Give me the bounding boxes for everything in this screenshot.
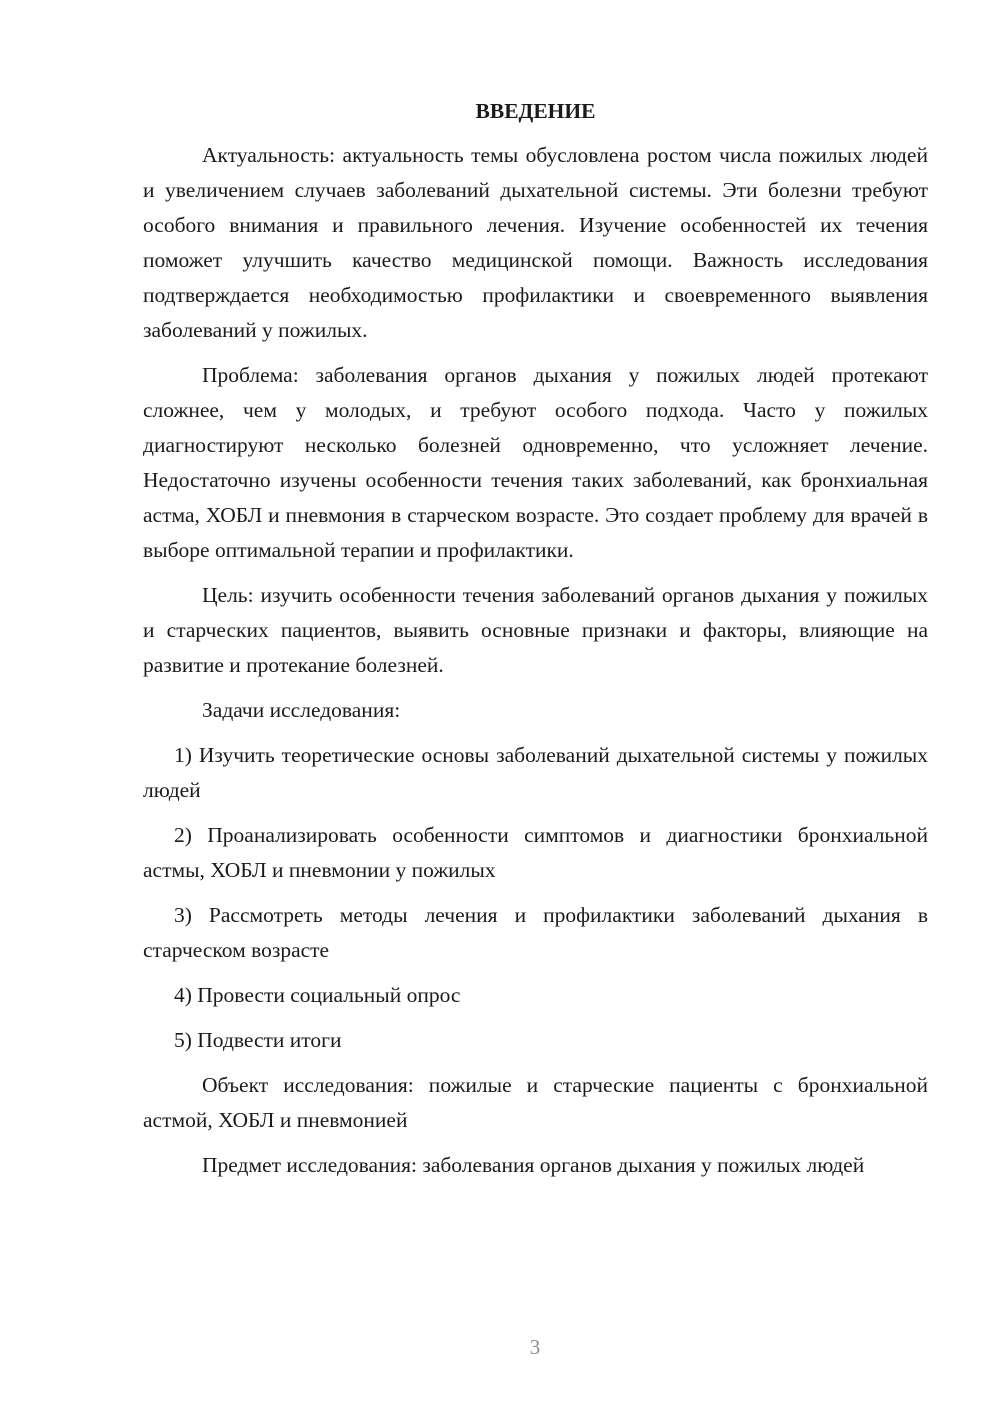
task-item-4: 4) Провести социальный опрос [174, 983, 461, 1007]
document-page [143, 96, 928, 1193]
task-item-2: 2) Проанализировать особенности симптомов и диагностики бронхиальной астмы, ХОБЛ и пневмонии у пожилых [143, 823, 928, 882]
tasks-heading: Задачи исследования: [202, 698, 401, 722]
task-item-5: 5) Подвести итоги [174, 1028, 342, 1052]
paragraph-problem: Проблема: заболевания органов дыхания у пожилых людей протекают сложнее, чем у молодых, и требуют особого подхода. Часто у пожилых диагностируют несколько болезней одновременно, что усложняет лечение. Недостаточно изучены особенности течения таких заболеваний, как бронхиальная астма, ХОБЛ и пневмония в старческом возрасте. Это создает проблему для врачей в выборе оптимальной терапии и профилактики. [143, 363, 928, 562]
section-title: ВВЕДЕНИЕ [475, 99, 596, 123]
page-number: 3 [529, 1335, 541, 1359]
paragraph-relevance: Актуальность: актуальность темы обусловлена ростом числа пожилых людей и увеличением случаев заболеваний дыхательной системы. Эти болезни требуют особого внимания и правильного лечения. Изучение особенностей их течения поможет улучшить качество медицинской помощи. Важность исследования подтверждается необходимостью профилактики и своевременного выявления заболеваний у пожилых. [143, 143, 928, 342]
task-item-1: 1) Изучить теоретические основы заболеваний дыхательной системы у пожилых людей [143, 743, 928, 802]
paragraph-object: Объект исследования: пожилые и старческие пациенты с бронхиальной астмой, ХОБЛ и пневмонией [143, 1073, 928, 1132]
task-item-3: 3) Рассмотреть методы лечения и профилактики заболеваний дыхания в старческом возрасте [143, 903, 928, 962]
paragraph-subject: Предмет исследования: заболевания органов дыхания у пожилых людей [202, 1153, 865, 1177]
paragraph-goal: Цель: изучить особенности течения заболеваний органов дыхания у пожилых и старческих пациентов, выявить основные признаки и факторы, влияющие на развитие и протекание болезней. [143, 583, 928, 677]
